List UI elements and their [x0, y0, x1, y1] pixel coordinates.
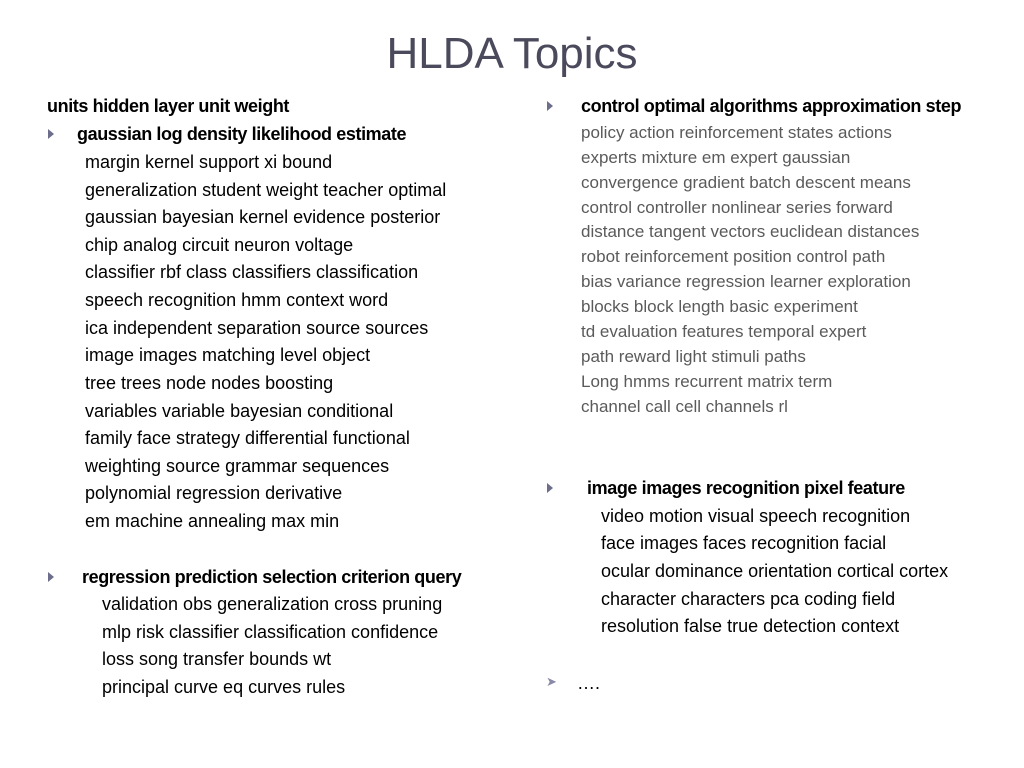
right-group2-item: video motion visual speech recognition [601, 506, 911, 526]
left-group2-item: principal curve eq curves rules [102, 677, 346, 697]
triangle-bullet-icon [48, 572, 54, 582]
right-group1-item: td evaluation features temporal expert [581, 322, 867, 341]
left-group1-item: speech recognition hmm context word [85, 290, 389, 310]
right-group1-item: robot reinforcement position control path [581, 247, 886, 266]
slide-title: HLDA Topics [386, 29, 638, 78]
triangle-bullet-icon [547, 483, 553, 493]
right-group1-item: channel call cell channels rl [581, 397, 788, 416]
right-group1-item: distance tangent vectors euclidean distances [581, 222, 920, 241]
left-group1-heading: gaussian log density likelihood estimate [77, 124, 407, 144]
left-group1-item: gaussian bayesian kernel evidence posterior [85, 207, 441, 227]
arrowhead-bullet-icon: ➤ [546, 675, 557, 690]
left-group1-item: image images matching level object [85, 345, 371, 365]
left-group1-item: tree trees node nodes boosting [85, 373, 334, 393]
right-group2-item: face images faces recognition facial [601, 533, 887, 553]
left-group2-item: mlp risk classifier classification confidence [102, 622, 439, 642]
left-group1-item: classifier rbf class classifiers classification [85, 262, 419, 282]
left-group1-item: chip analog circuit neuron voltage [85, 235, 354, 255]
right-group2-heading: image images recognition pixel feature [587, 478, 905, 498]
right-group1-item: bias variance regression learner exploration [581, 272, 911, 291]
right-group1-item: control controller nonlinear series forward [581, 198, 893, 217]
right-group2-item: character characters pca coding field [601, 589, 896, 609]
left-group1-item: family face strategy differential functional [85, 428, 410, 448]
left-group2-heading: regression prediction selection criterion query [82, 567, 462, 587]
left-group1-item: em machine annealing max min [85, 511, 340, 531]
right-group1-item: convergence gradient batch descent means [581, 173, 911, 192]
right-group1-item: path reward light stimuli paths [581, 347, 806, 366]
right-group1-item: policy action reinforcement states actions [581, 123, 892, 142]
right-group1-heading: control optimal algorithms approximation step [581, 96, 962, 116]
left-group1-item: weighting source grammar sequences [85, 456, 390, 476]
right-group2-item: ocular dominance orientation cortical cortex [601, 561, 949, 581]
left-group1-item: generalization student weight teacher optimal [85, 180, 447, 200]
left-group1-item: variables variable bayesian conditional [85, 401, 394, 421]
triangle-bullet-icon [48, 129, 54, 139]
ellipsis-item: …. [577, 673, 601, 693]
left-group1-item: polynomial regression derivative [85, 483, 343, 503]
right-group2-item: resolution false true detection context [601, 616, 900, 636]
right-group1-item: experts mixture em expert gaussian [581, 148, 851, 167]
triangle-bullet-icon [547, 101, 553, 111]
left-group2-item: validation obs generalization cross pruning [102, 594, 443, 614]
left-group1-item: margin kernel support xi bound [85, 152, 333, 172]
left-group1-item: ica independent separation source sources [85, 318, 429, 338]
right-group1-item: blocks block length basic experiment [581, 297, 858, 316]
left-root-topic: units hidden layer unit weight [47, 96, 290, 116]
left-group2-item: loss song transfer bounds wt [102, 649, 332, 669]
right-group1-item: Long hmms recurrent matrix term [581, 372, 833, 391]
